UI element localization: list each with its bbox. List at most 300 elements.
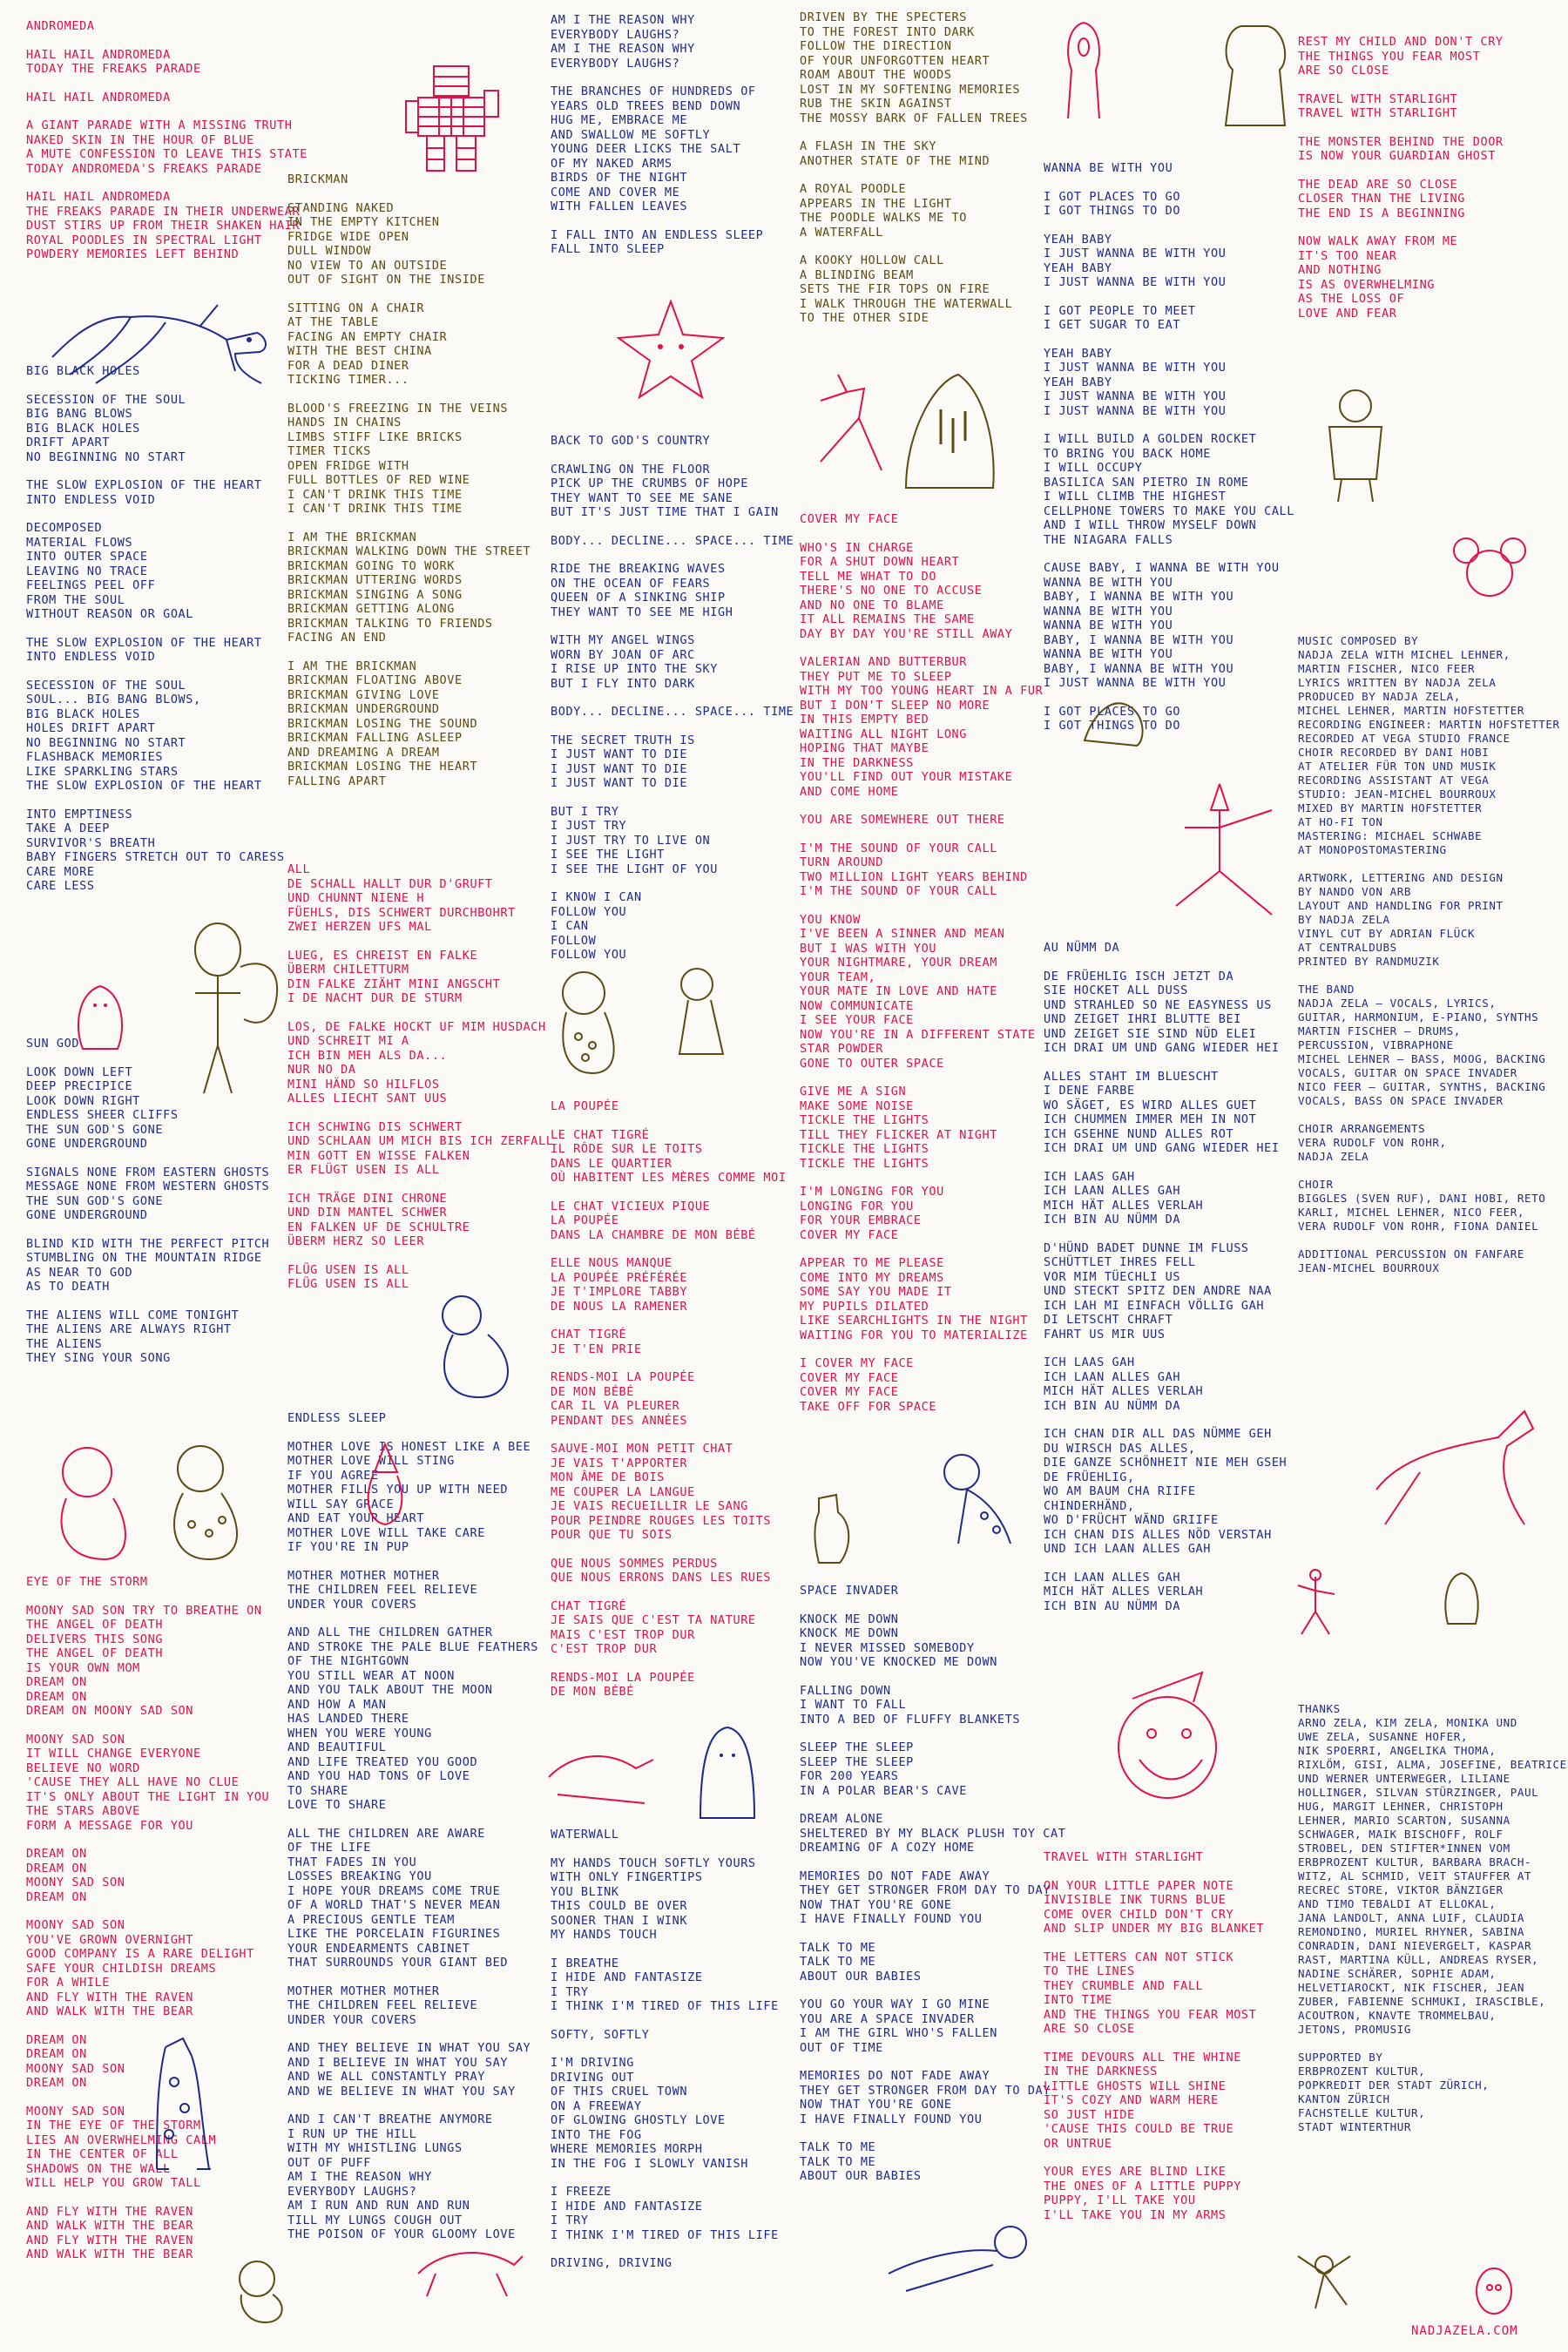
lyric-line: A KOOKY HOLLOW CALL (800, 253, 944, 267)
lyric-line: DREAM ON (26, 2032, 87, 2047)
line-gap (800, 1071, 1043, 1085)
lyric-line: JETONS, PROMUSIG (1298, 2023, 1412, 2036)
lyric-line: IT'S TOO NEAR (1298, 248, 1397, 263)
lyric-line: AND WALK WITH THE BEAR (26, 2004, 194, 2018)
lyric-line: AS NEAR TO GOD (26, 1265, 133, 1280)
line-gap (551, 619, 794, 633)
lyric-line: FLASHBACK MEMORIES (26, 750, 164, 764)
lyric-line: I'LL TAKE YOU IN MY ARMS (1044, 2207, 1227, 2222)
lyric-line: EN FALKEN UF DE SCHULTRE (287, 1220, 470, 1234)
line-gap (26, 507, 285, 521)
lyric-line: BY NADJA ZELA (1298, 913, 1390, 926)
lyric-line: THE FREAKS PARADE IN THEIR UNDERWEAR (26, 204, 301, 219)
lyric-line: I JUST WANT TO DIE (551, 747, 688, 761)
lyric-line: ICH CHUMMEN IMMER MEH IN NOT (1044, 1112, 1257, 1126)
lyric-line: AND WALK WITH THE BEAR (26, 2247, 194, 2261)
lyric-line: SCHWAGER, MAIK BISCHOFF, ROLF (1298, 1828, 1504, 1841)
lyric-line: BUT I TRY (551, 804, 619, 819)
lyric-line: ON YOUR LITTLE PAPER NOTE (1044, 1878, 1234, 1893)
lyric-line: DULL WINDOW (287, 244, 372, 258)
lyric-line: IS NOW YOUR GUARDIAN GHOST (1298, 149, 1496, 163)
line-gap (287, 388, 531, 402)
lyric-line: NICO FEER – GUITAR, SYNTHS, BACKING (1298, 1080, 1546, 1093)
lyric-line: ER FLÜGT USEN IS ALL (287, 1163, 440, 1177)
lyric-line: DREAM ON (26, 1675, 87, 1689)
lyric-line: AT HO-FI TON (1298, 815, 1383, 828)
lyric-line: AM I RUN AND RUN AND RUN (287, 2199, 470, 2213)
lyric-line: ABOUT OUR BABIES (800, 2169, 922, 2183)
lyric-line: STUDIO: JEAN-MICHEL BOURROUX (1298, 787, 1497, 801)
lyric-line: HOPING THAT MAYBE (800, 741, 929, 755)
line-gap (800, 1342, 1043, 1356)
line-gap (287, 187, 531, 201)
lyric-line: YEAH BABY (1044, 260, 1112, 275)
lyric-line: MAKE SOME NOISE (800, 1098, 914, 1113)
lyric-line: QUEEN OF A SINKING SHIP (551, 591, 726, 605)
lyric-line: FOLLOW YOU (551, 904, 627, 919)
lyric-line: CARE MORE (26, 864, 95, 879)
lyric-line: ICH BIN AU NÜMM DA (1044, 1213, 1181, 1227)
lyric-line: LE CHAT TIGRÉ (551, 1127, 650, 1142)
lyric-line: UNDER YOUR COVERS (287, 2012, 417, 2027)
lyric-line: MOONY SAD SON (26, 1732, 125, 1747)
column-6 (1298, 0, 1567, 2352)
lyric-line: MASTERING: MICHAEL SCHWABE (1298, 829, 1483, 842)
lyric-line: WORN BY JOAN OF ARC (551, 647, 695, 662)
lyric-line: IT WILL CHANGE EVERYONE (26, 1747, 201, 1761)
lyric-line: BUT IT'S JUST TIME THAT I GAIN (551, 505, 779, 519)
line-gap (287, 1555, 538, 1569)
lyric-line: AND BEAUTIFUL (287, 1740, 387, 1754)
lyric-line: KNOCK ME DOWN (800, 1626, 899, 1640)
line-gap (287, 1178, 553, 1192)
lyric-line: WO AM BAUM CHA RIIFE (1044, 1484, 1196, 1498)
lyric-line: YEAH BABY (1044, 232, 1112, 247)
lyric-line: FEELINGS PEEL OFF (26, 578, 156, 592)
lyric-line: DE NOUS LA RAMENER (551, 1299, 688, 1314)
line-gap (26, 464, 285, 478)
lyric-line: ALLES STAHT IM BLUESCHT (1044, 1069, 1219, 1084)
lyric-line: EVERYBODY LAUGHS? (287, 2184, 417, 2199)
lyric-line: DAY BY DAY YOU'RE STILL AWAY (800, 626, 1013, 641)
lyric-line: AND FLY WITH THE RAVEN (26, 2204, 194, 2219)
lyric-line: BIG BANG BLOWS (26, 407, 133, 421)
lyric-line: I FALL INTO AN ENDLESS SLEEP (551, 227, 764, 242)
lyric-line: FRIDGE WIDE OPEN (287, 229, 409, 244)
lyric-line: RUB THE SKIN AGAINST (800, 97, 952, 111)
lyric-line: SOONER THAN I WINK (551, 1913, 688, 1928)
lyric-line: THE ANGEL OF DEATH (26, 1646, 164, 1660)
lyric-line: NIK SPOERRI, ANGELIKA THOMA, (1298, 1744, 1497, 1757)
lyric-line: NADINE SCHÄRER, SOPHIE ADAM, (1298, 1967, 1497, 1980)
lyric-line: ICH LAAS GAH (1044, 1355, 1135, 1369)
lyric-line: A ROYAL POODLE (800, 182, 907, 196)
lyric-line: ZWEI HERZEN UFS MAL (287, 920, 432, 934)
lyric-line: ALLES LIECHT SANT UUS (287, 1092, 448, 1105)
lyric-line: I THINK I'M TIRED OF THIS LIFE (551, 1999, 779, 2013)
lyric-line: WITH MY ANGEL WINGS (551, 633, 695, 647)
line-gap (26, 622, 285, 636)
lyric-line: BODY... DECLINE... SPACE... TIME (551, 705, 794, 719)
lyric-line: VOR MIM TÜECHLI US (1044, 1269, 1181, 1284)
lyric-line: THE NIAGARA FALLS (1044, 532, 1173, 547)
lyric-line: THE SLOW EXPLOSION OF THE HEART (26, 635, 262, 650)
lyric-line: BASILICA SAN PIETRO IN ROME (1044, 475, 1249, 490)
lyric-line: BUT I FLY INTO DARK (551, 676, 695, 691)
lyric-line: I'M THE SOUND OF YOUR CALL (800, 884, 997, 898)
lyric-line: ANOTHER STATE OF THE MIND (800, 153, 990, 168)
lyric-line: LIKE SEARCHLIGHTS IN THE NIGHT (800, 1314, 1028, 1328)
lyric-line: I JUST WANT TO DIE (551, 761, 688, 776)
lyric-line: THE MONSTER BEHIND THE DOOR (1298, 134, 1504, 149)
line-gap (1044, 1865, 1264, 1879)
sitting-monkey-doodle (427, 1289, 523, 1402)
lyric-line: MATERIAL FLOWS (26, 535, 133, 550)
lyric-line: LITTLE GHOSTS WILL SHINE (1044, 2078, 1227, 2093)
line-gap (800, 240, 1028, 253)
lyric-line: IN THIS EMPTY BED (800, 713, 929, 727)
website-url[interactable]: NADJAZELA.COM (1411, 2324, 1518, 2338)
lyric-line: DRIFT APART (26, 436, 111, 449)
lyric-line: THEY WANT TO SEE ME HIGH (551, 605, 733, 619)
lyric-line: ERBPROZENT KULTUR, (1298, 2065, 1426, 2078)
line-gap (551, 1585, 787, 1599)
lyric-line: AT MONOPOSTOMASTERING (1298, 843, 1447, 856)
lyric-line: I GOT PEOPLE TO MEET (1044, 303, 1196, 318)
lyric-line: WILL SAY GRACE (287, 1497, 395, 1511)
line-gap (26, 1294, 269, 1308)
lyric-line: IT ALL REMAINS THE SAME (800, 612, 975, 626)
lyric-line: TODAY THE FREAKS PARADE (26, 62, 201, 76)
line-gap (1044, 290, 1294, 304)
lyric-line: ICH GSEHNE NUND ALLES ROT (1044, 1126, 1234, 1141)
lyric-line: BRICKMAN FALLING ASLEEP (287, 731, 463, 745)
line-gap (1044, 176, 1294, 190)
lyric-line: OF MY NAKED ARMS (551, 156, 672, 171)
lyric-line: JE VAIS T'APPORTER (551, 1456, 688, 1470)
lyric-line: BABY, I WANNA BE WITH YOU (1044, 661, 1234, 676)
lyric-line: DIE GANZE SCHÖNHEIT NIE MEH GSEH (1044, 1456, 1288, 1470)
lyric-line: AND I WILL THROW MYSELF DOWN (1044, 518, 1257, 532)
lyric-line: I'M LONGING FOR YOU (800, 1185, 944, 1199)
lyric-line: NO VIEW TO AN OUTSIDE (287, 258, 448, 273)
lyric-line: I HIDE AND FANTASIZE (551, 2199, 703, 2213)
lyric-line: FALL INTO SLEEP (551, 242, 665, 256)
lyric-line: THE SECRET TRUTH IS (551, 733, 695, 747)
lyric-line: A FLASH IN THE SKY (800, 139, 937, 153)
lyric-line: UND CHUNNT NIENE H (287, 891, 425, 905)
lyric-line: RECREC STORE, VIKTOR BÄNZIGER (1298, 1883, 1504, 1896)
lyric-line: I HAVE FINALLY FOUND YOU (800, 1912, 983, 1926)
lyric-line: I GOT THINGS TO DO (1044, 719, 1181, 733)
line-gap (551, 1114, 787, 1128)
lyric-line: YOU KNOW (800, 912, 861, 927)
lyric-line: THE DEAD ARE SO CLOSE (1298, 177, 1458, 192)
line-gap (551, 1842, 779, 1856)
lyric-line: THE CHILDREN FEEL RELIEVE (287, 1998, 478, 2012)
lyric-line: MEMORIES DO NOT FADE AWAY (800, 1869, 990, 1883)
lyric-line: LIES AN OVERWHELMING CALM (26, 2132, 217, 2147)
lyric-line: PERCUSSION, VIBRAPHONE (1298, 1038, 1454, 1051)
lyric-line: LIMBS STIFF LIKE BRICKS (287, 429, 463, 444)
lyric-line: KNOCK ME DOWN (800, 1612, 899, 1626)
lyric-line: WO SÄGET, ES WIRD ALLES GUET (1044, 1098, 1257, 1112)
lyric-line: BRICKMAN TALKING TO FRIENDS (287, 616, 493, 631)
lyric-line: THE POISON OF YOUR GLOOMY LOVE (287, 2227, 516, 2241)
lyric-line: RIXLÖM, GISI, ALMA, JOSEFINE, BEATRICE (1298, 1758, 1567, 1771)
lyric-line: LOVE AND FEAR (1298, 306, 1397, 321)
lyric-line: NOW YOU'RE IN A DIFFERENT STATE (800, 1027, 1036, 1042)
lyric-line: NOW THAT YOU'RE GONE (800, 1897, 952, 1912)
lyric-line: BLIND KID WITH THE PERFECT PITCH (26, 1236, 270, 1251)
song-au-numm-da (1044, 941, 1287, 1613)
lyric-line: ICH SCHWING DIS SCHWERT (287, 1119, 463, 1134)
stamp-logo (1472, 2265, 1516, 2317)
lyric-line: I SEE THE LIGHT OF YOU (551, 862, 719, 876)
line-gap (800, 1727, 1065, 1740)
lyric-line: ME COUPER LA LANGUE (551, 1484, 695, 1499)
lyric-line: ARE SO CLOSE (1298, 64, 1389, 78)
lyric-line: ICH BIN MEH ALS DA... (287, 1048, 448, 1063)
lyric-line: BRICKMAN SINGING A SONG (287, 587, 463, 602)
lyric-line: TO THE OTHER SIDE (800, 311, 929, 325)
lyric-line: NUR NO DA (287, 1063, 356, 1077)
lyric-line: THE MOSSY BARK OF FALLEN TREES (800, 111, 1028, 125)
lyric-line: ABOUT OUR BABIES (800, 1969, 922, 1984)
line-gap (287, 2099, 538, 2112)
song-title: COVER MY FACE (800, 512, 899, 526)
lyric-line: I KNOW I CAN (551, 890, 642, 904)
lyric-line: SHELTERED BY MY BLACK PLUSH TOY CAT (800, 1826, 1066, 1841)
lyric-line: DEEP PRECIPICE (26, 1079, 133, 1093)
lyric-line: I DE NACHT DUR DE STURM (287, 991, 463, 1005)
song-title: WATERWALL (551, 1828, 619, 1842)
lyric-line: MOTHER LOVE WILL STING (287, 1454, 456, 1468)
lyric-line: COVER MY FACE (800, 1385, 899, 1399)
lyric-line: CRAWLING ON THE FLOOR (551, 462, 711, 476)
lyric-line: LOVE TO SHARE (287, 1798, 387, 1812)
line-gap (1044, 1413, 1287, 1427)
lyric-line: FALLING APART (287, 774, 387, 788)
lyric-line: ELLE NOUS MANQUE (551, 1256, 672, 1270)
lyric-line: TICKLE THE LIGHTS (800, 1113, 929, 1127)
dancing-fox-doodle (1150, 775, 1289, 932)
lyric-line: THE SLOW EXPLOSION OF THE HEART (26, 779, 262, 793)
line-gap (26, 794, 285, 808)
lyric-line: WANNA BE WITH YOU (1044, 575, 1173, 590)
song-title: SPACE INVADER (800, 1584, 899, 1598)
lyric-line: MICH HÄT ALLES VERLAH (1044, 1198, 1204, 1213)
line-gap (1298, 164, 1504, 178)
lying-figure-doodle (540, 1742, 662, 1821)
lyric-line: TELL ME WHAT TO DO (800, 569, 937, 584)
lyric-line: RECORDING ASSISTANT AT VEGA (1298, 774, 1490, 787)
lyric-line: JE T'EN PRIE (551, 1342, 642, 1356)
line-gap (287, 935, 553, 949)
lyric-line: MEMORIES DO NOT FADE AWAY (800, 2069, 990, 2083)
lyric-line: VOCALS, BASS ON SPACE INVADER (1298, 1094, 1504, 1107)
lyric-line: I JUST WANT TO DIE (551, 776, 688, 790)
lyric-line: TAKE OFF FOR SPACE (800, 1399, 937, 1414)
lyric-line: ÜBERM CHILETTURM (287, 963, 409, 977)
line-gap (26, 1719, 269, 1733)
lyric-line: MON ÂME DE BOIS (551, 1470, 665, 1484)
line-gap (1044, 2037, 1264, 2051)
lyric-line: D'HÜND BADET DUNNE IM FLUSS (1044, 1240, 1249, 1255)
lyric-line: IT'S ONLY ABOUT THE LIGHT IN YOU (26, 1789, 270, 1804)
lyric-line: UND SCHREIT MI A (287, 1034, 409, 1048)
lyric-line: AND NO ONE TO BLAME (800, 598, 944, 612)
lyric-line: NOW THAT YOU'RE GONE (800, 2098, 952, 2112)
lyric-line: I DENE FARBE (1044, 1084, 1135, 1098)
lyric-line: FÜEHLS, DIS SCHWERT DURCHBOHRT (287, 905, 516, 920)
song-title: THANKS (1298, 1702, 1341, 1715)
lyric-line: WANNA BE WITH YOU (1044, 618, 1173, 632)
song-wanna-be-with-you (1044, 161, 1294, 733)
lyric-line: I CAN (551, 919, 589, 933)
lyric-line: THEY GET STRONGER FROM DAY TO DAY (800, 1883, 1051, 1897)
lyric-line: SLEEP THE SLEEP (800, 1740, 914, 1754)
lyric-line: CHOIR RECORDED BY DANI HOBI (1298, 746, 1490, 759)
lyric-line: MIXED BY MARTIN HOFSTETTER (1298, 801, 1483, 814)
lyric-line: OUT OF TIME (800, 2040, 884, 2055)
lyric-line: TRAVEL WITH STARLIGHT (1298, 91, 1458, 106)
lyric-line: LONGING FOR YOU (800, 1199, 914, 1213)
line-gap (800, 1927, 1065, 1941)
lyric-line: WILL HELP YOU GROW TALL (26, 2176, 201, 2190)
lyric-line: BRICKMAN GIVING LOVE (287, 687, 440, 702)
lyric-line: PENDANT DES ANNÉES (551, 1413, 688, 1428)
lyric-line: SETS THE FIR TOPS ON FIRE (800, 282, 990, 296)
lyric-line: DREAM ON (26, 1689, 87, 1704)
line-gap (551, 71, 763, 84)
line-gap (26, 34, 308, 48)
lyric-line: IN THE FOG I SLOWLY VANISH (551, 2156, 748, 2171)
lyric-line: WITH MY WHISTLING LUNGS (287, 2141, 463, 2155)
lyric-line: I JUST WANNA BE WITH YOU (1044, 389, 1227, 403)
lyric-line: SECESSION OF THE SOUL (26, 678, 186, 693)
lyric-line: MY PUPILS DILATED (800, 1299, 929, 1314)
lyric-line: WITH FALLEN LEAVES (551, 199, 688, 213)
lyric-line: POUR QUE TU SOIS (551, 1528, 672, 1542)
line-gap (1044, 418, 1294, 432)
lyric-line: THEY PUT ME TO SLEEP (800, 669, 952, 684)
line-gap (800, 527, 1043, 541)
line-gap (26, 1833, 269, 1847)
lyric-line: I JUST WANNA BE WITH YOU (1044, 247, 1227, 260)
lyric-line: FULL BOTTLES OF RED WINE (287, 473, 470, 487)
lyric-line: AND I BELIEVE IN WHAT YOU SAY (287, 2055, 509, 2070)
lyric-line: BABY FINGERS STRETCH OUT TO CARESS (26, 850, 285, 864)
lyric-line: COME INTO MY DREAMS (800, 1270, 944, 1285)
lyric-line: RAST, MARTINA KÜLL, ANDREAS RYSER, (1298, 1953, 1539, 1966)
lyric-line: OF THIS CRUEL TOWN (551, 2085, 688, 2099)
lyric-line: LIKE SPARKLING STARS (26, 764, 179, 779)
lyric-line: OÙ HABITENT LES MÈRES COMME MOI (551, 1171, 787, 1185)
lyric-line: AND NOTHING (1298, 263, 1382, 277)
lyric-line: SECESSION OF THE SOUL (26, 392, 186, 407)
lyric-line: I WILL BUILD A GOLDEN ROCKET (1044, 432, 1257, 446)
lyric-line: WITH ONLY FINGERTIPS (551, 1870, 703, 1884)
lyric-line: HAS LANDED THERE (287, 1712, 409, 1726)
line-gap (1044, 219, 1294, 233)
lyric-line: SAFE YOUR CHILDISH DREAMS (26, 1961, 217, 1976)
lyric-line: THIS COULD BE OVER (551, 1899, 688, 1913)
lyric-line: NOW WALK AWAY FROM ME (1298, 234, 1458, 248)
lyric-line: FOLLOW THE DIRECTION (800, 39, 952, 53)
lyric-line: CONRADIN, DANI NIEVERGELT, KASPAR (1298, 1939, 1532, 1952)
lyric-line: OF A WORLD THAT'S NEVER MEAN (287, 1898, 501, 1912)
lyric-line: C'EST TROP DUR (551, 1642, 658, 1656)
lyric-line: MOTHER MOTHER MOTHER (287, 1984, 440, 1998)
lyric-line: YOUR EYES ARE BLIND LIKE (1044, 2165, 1227, 2179)
lyric-line: I WILL OCCUPY (1044, 461, 1143, 475)
lyric-line: TO THE LINES (1044, 1964, 1135, 1978)
line-gap (800, 125, 1028, 139)
lyric-line: TODAY ANDROMEDA'S FREAKS PARADE (26, 161, 262, 176)
lyric-line: JE SAIS QUE C'EST TA NATURE (551, 1613, 756, 1627)
lyric-line: THE ALIENS (26, 1336, 103, 1351)
line-gap (1044, 1227, 1287, 1241)
song-title: MUSIC COMPOSED BY (1298, 634, 1419, 647)
line-gap (551, 449, 794, 463)
line-gap (551, 1943, 779, 1957)
lyric-line: PICK UP THE CRUMBS OF HOPE (551, 476, 748, 490)
lyric-line: SITTING ON A CHAIR (287, 301, 425, 315)
lyric-line: DREAM ON (26, 1861, 87, 1876)
lyric-line: STAR POWDER (800, 1042, 884, 1056)
line-gap (551, 520, 794, 534)
lyric-line: MICHEL LEHNER, MARTIN HOFSTETTER (1298, 704, 1525, 717)
lyric-line: SOUL... BIG BANG BLOWS, (26, 693, 201, 706)
lyric-line: NADJA ZELA (1298, 1150, 1369, 1163)
lyric-line: AM I THE REASON WHY (287, 2170, 432, 2184)
line-gap (551, 1242, 787, 1256)
line-gap (800, 799, 1043, 813)
line-gap (551, 1657, 787, 1671)
lyric-line: ALL THE CHILDREN ARE AWARE (287, 1826, 485, 1841)
lyric-line: SOME SAY YOU MADE IT (800, 1285, 952, 1299)
lyric-line: WITH THE BEST CHINA (287, 344, 432, 358)
column-5 (1044, 0, 1296, 2352)
lyric-line: I HOPE YOUR DREAMS COME TRUE (287, 1883, 501, 1898)
song-travel-with-starlight (1044, 1850, 1264, 2222)
lyric-line: SO JUST HIDE (1044, 2107, 1135, 2122)
lyric-line: I CAN'T DRINK THIS TIME (287, 487, 463, 502)
song-big-black-holes (26, 364, 285, 894)
lyric-line: I HAVE FINALLY FOUND YOU (800, 2112, 983, 2126)
lyric-line: HOLES DRIFT APART (26, 721, 156, 735)
line-gap (287, 517, 531, 531)
lyric-line: SUPPORTED BY (1298, 2051, 1383, 2064)
lyric-line: OUT OF SIGHT ON THE INSIDE (287, 273, 485, 287)
lyric-line: DREAM ALONE (800, 1812, 884, 1826)
lyric-line: MICH HÄT ALLES VERLAH (1044, 1585, 1204, 1598)
kneeling-figure-doodle (347, 1437, 425, 1533)
lyric-line: AND STROKE THE PALE BLUE FEATHERS (287, 1639, 539, 1654)
lyric-line: I CAN'T DRINK THIS TIME (287, 502, 463, 516)
lyric-line: UND WERNER UNTERWEGER, LILIANE (1298, 1772, 1511, 1785)
lyric-line: I JUST WANNA BE WITH YOU (1044, 275, 1227, 289)
lyric-line: OUT OF PUFF (287, 2155, 372, 2170)
lyric-line: BUT I DON'T SLEEP NO MORE (800, 698, 990, 713)
lyric-line: AT THE TABLE (287, 315, 379, 329)
song-space-invader (800, 1584, 1065, 2184)
lyric-line: POPKREDIT DER STADT ZÜRICH, (1298, 2078, 1490, 2092)
lyric-line: WHERE MEMORIES MORPH (551, 2142, 703, 2156)
lyric-line: ROYAL POODLES IN SPECTRAL LIGHT (26, 233, 262, 247)
lyric-line: THE CHILDREN FEEL RELIEVE (287, 1583, 478, 1597)
